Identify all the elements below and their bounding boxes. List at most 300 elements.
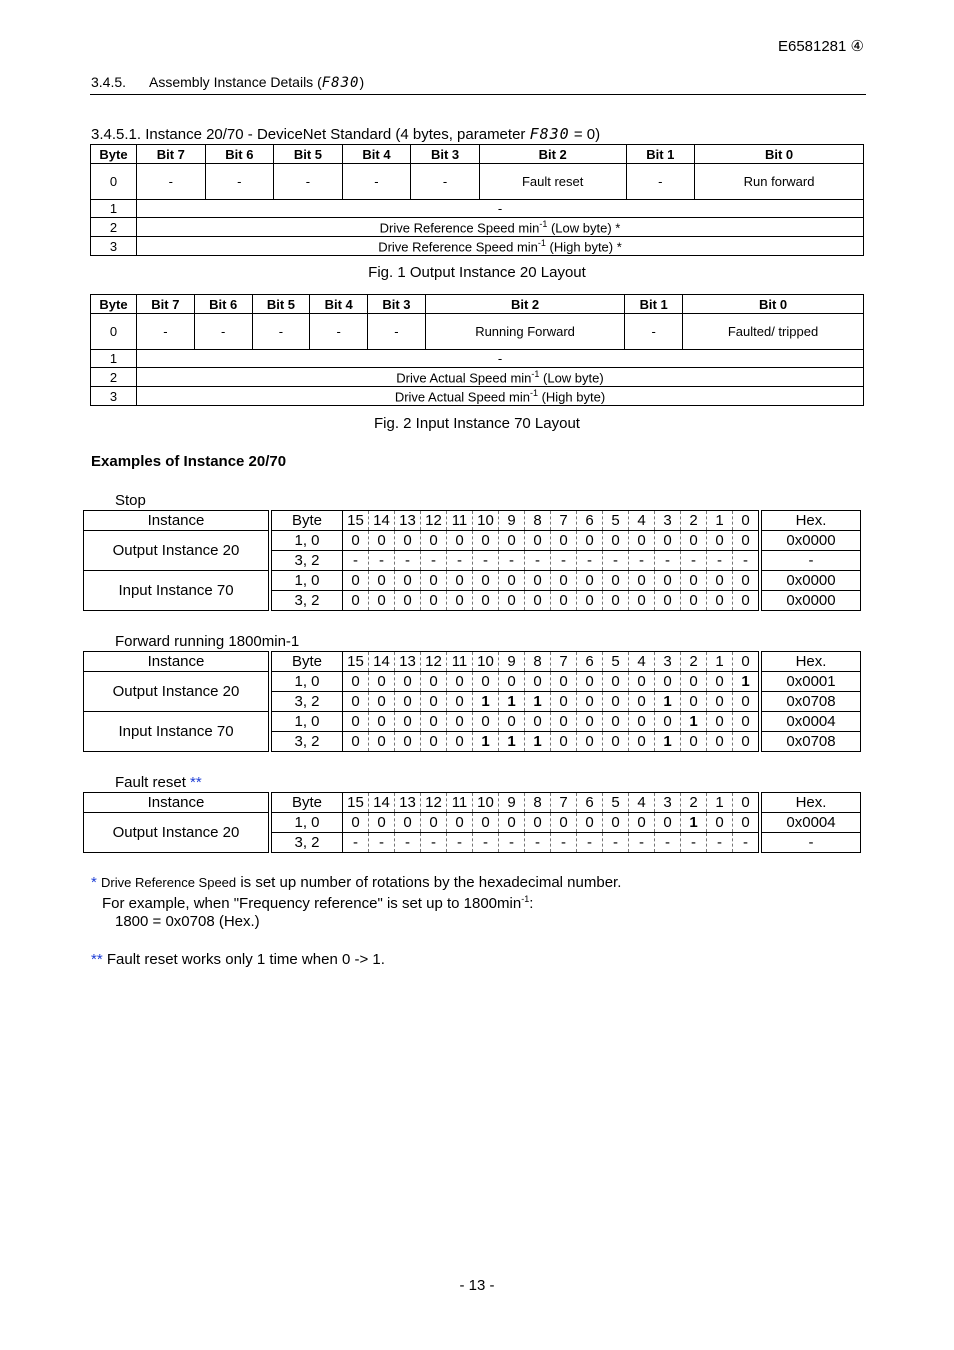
col-header: Bit 6 — [205, 145, 274, 164]
col-header-instance: Instance — [84, 793, 271, 813]
bit-cell: - — [369, 833, 395, 853]
bit-cell: 0 — [343, 813, 369, 833]
col-header: Bit 1 — [625, 295, 683, 314]
col-header-bit: 8 — [525, 652, 551, 672]
bit-cell: 0 — [343, 692, 369, 712]
bit-cell: - — [343, 833, 369, 853]
bit-cell: 0 — [369, 591, 395, 611]
bit-cell: 0 — [603, 571, 629, 591]
bit-cell: 0 — [655, 571, 681, 591]
col-header: Byte — [91, 145, 137, 164]
bit-cell: 0 — [681, 692, 707, 712]
col-header: Bit 3 — [411, 145, 480, 164]
bit-cell: 0 — [369, 712, 395, 732]
bit-cell: 0 — [577, 732, 603, 752]
subsection-param: F830 — [529, 125, 570, 143]
table-row — [91, 314, 864, 350]
bit-cell: 0 — [447, 712, 473, 732]
bit-cell: 0 — [525, 813, 551, 833]
hex-cell: 0x0000 — [760, 591, 861, 611]
col-header: Bit 1 — [626, 145, 695, 164]
bit-cell: 1 — [681, 813, 707, 833]
byte-cell: 1, 0 — [270, 531, 343, 551]
bit-cell: 0 — [707, 571, 733, 591]
table-row — [84, 531, 861, 551]
col-header-bit: 6 — [577, 652, 603, 672]
examples-title: Examples of Instance 20/70 — [91, 453, 287, 470]
bit-cell: 0 — [447, 732, 473, 752]
bit-cell: 1 — [499, 732, 525, 752]
col-header-bit: 1 — [707, 652, 733, 672]
bit-cell: 0 — [707, 672, 733, 692]
bit-cell: 0 — [603, 712, 629, 732]
bit-cell: 0 — [707, 531, 733, 551]
instance-cell: Output Instance 20 — [84, 813, 271, 853]
cell-text: Drive Reference Speed min — [379, 220, 540, 236]
col-header-bit: 11 — [447, 652, 473, 672]
col-header-bit: 10 — [473, 652, 499, 672]
bit-cell: 0 — [681, 672, 707, 692]
bit-cell: 0 — [733, 712, 761, 732]
col-header: Bit 7 — [137, 145, 206, 164]
col-header-bit: 2 — [681, 652, 707, 672]
bit-cell: 0 — [421, 813, 447, 833]
doc-id-symbol: ④ — [850, 38, 864, 55]
col-header-byte: Byte — [270, 793, 343, 813]
bit-cell: 0 — [629, 712, 655, 732]
bit-cell: - — [369, 551, 395, 571]
bit-cell: 0 — [577, 813, 603, 833]
col-header-bit: 5 — [603, 793, 629, 813]
cell-text: (Low byte) — [539, 370, 604, 386]
bit-cell: 0 — [395, 591, 421, 611]
hex-cell: 0x0000 — [760, 531, 861, 551]
bit-cell: 0 — [343, 672, 369, 692]
hex-cell: 0x0708 — [760, 732, 861, 752]
bit-cell: 1 — [525, 732, 551, 752]
bit-cell: 0 — [369, 571, 395, 591]
col-header-bit: 2 — [681, 511, 707, 531]
bit-cell: - — [525, 833, 551, 853]
col-header-bit: 8 — [525, 793, 551, 813]
col-header: Bit 3 — [368, 295, 426, 314]
bit-cell: 0 — [551, 672, 577, 692]
bit-cell: 0 — [395, 813, 421, 833]
bit-cell: - — [577, 833, 603, 853]
section-param: F830 — [321, 75, 360, 91]
superscript: -1 — [531, 368, 540, 379]
fig2-caption: Fig. 2 Input Instance 70 Layout — [374, 415, 580, 432]
col-header-hex: Hex. — [760, 793, 861, 813]
bit-cell: 0 — [655, 672, 681, 692]
bit-cell: 0 — [473, 712, 499, 732]
col-header-bit: 10 — [473, 511, 499, 531]
col-header-bit: 15 — [343, 793, 369, 813]
bit-cell: 1 — [681, 712, 707, 732]
bit-cell: 0 — [733, 531, 761, 551]
cell: 0 — [91, 164, 137, 200]
table-row — [91, 237, 864, 256]
col-header-bit: 4 — [629, 793, 655, 813]
table-row — [91, 200, 864, 218]
instance-cell: Output Instance 20 — [84, 531, 271, 571]
bit-cell: 0 — [499, 672, 525, 692]
bit-cell: 0 — [525, 591, 551, 611]
note-marker: ** — [91, 951, 103, 968]
bit-cell: 0 — [551, 591, 577, 611]
col-header-bit: 12 — [421, 793, 447, 813]
col-header-bit: 0 — [733, 652, 761, 672]
bit-cell: 0 — [525, 531, 551, 551]
bit-cell: 0 — [395, 712, 421, 732]
bit-cell: 0 — [577, 672, 603, 692]
bit-cell: 0 — [603, 813, 629, 833]
bit-cell: - — [733, 551, 761, 571]
note-text: : — [529, 895, 534, 912]
bit-cell: 0 — [395, 672, 421, 692]
bit-cell: 0 — [421, 732, 447, 752]
bit-cell: 0 — [707, 692, 733, 712]
col-header-bit: 9 — [499, 652, 525, 672]
bit-cell: 0 — [395, 571, 421, 591]
doc-id-text: E6581281 — [777, 38, 847, 55]
note-text: For example, when "Frequency reference" is set up to 1800min — [102, 895, 522, 912]
cell — [137, 237, 864, 256]
bit-cell: 0 — [421, 591, 447, 611]
table-row — [84, 672, 861, 692]
header-rule — [90, 94, 866, 95]
bit-cell: 0 — [499, 571, 525, 591]
bit-cell: 0 — [551, 732, 577, 752]
bit-cell: 1 — [499, 692, 525, 712]
cell: 0 — [91, 314, 137, 350]
col-header: Bit 5 — [274, 145, 343, 164]
bit-cell: - — [551, 833, 577, 853]
bit-cell: 0 — [369, 813, 395, 833]
cell: - — [137, 200, 864, 218]
bit-cell: 0 — [499, 531, 525, 551]
col-header: Bit 2 — [479, 145, 626, 164]
bit-cell: 0 — [681, 531, 707, 551]
bit-cell: 1 — [655, 692, 681, 712]
col-header-bit: 6 — [577, 793, 603, 813]
bit-cell: 0 — [473, 672, 499, 692]
col-header-byte: Byte — [270, 652, 343, 672]
bit-cell: - — [629, 833, 655, 853]
table-row — [91, 350, 864, 368]
bit-cell: 0 — [707, 813, 733, 833]
hex-cell: - — [760, 551, 861, 571]
col-header-bit: 5 — [603, 511, 629, 531]
bit-cell: 0 — [447, 591, 473, 611]
col-header-bit: 10 — [473, 793, 499, 813]
bit-cell: 1 — [473, 692, 499, 712]
bit-cell: - — [707, 833, 733, 853]
bit-cell: 1 — [655, 732, 681, 752]
bit-cell: 1 — [733, 672, 761, 692]
byte-cell: 3, 2 — [270, 833, 343, 853]
bit-cell: 0 — [655, 712, 681, 732]
section-title: Assembly Instance Details ( — [149, 74, 322, 90]
note-1 — [91, 874, 621, 891]
bit-cell: - — [655, 833, 681, 853]
bit-cell: - — [681, 833, 707, 853]
bit-cell: 0 — [733, 591, 761, 611]
cell: Fault reset — [479, 164, 626, 200]
bit-cell: 0 — [733, 813, 761, 833]
bit-cell: - — [395, 551, 421, 571]
bit-cell: - — [447, 551, 473, 571]
cell-text: Drive Reference Speed min — [378, 239, 538, 255]
col-header-bit: 7 — [551, 652, 577, 672]
bit-cell: 0 — [603, 591, 629, 611]
bit-cell: 0 — [421, 531, 447, 551]
bit-cell: 0 — [395, 531, 421, 551]
byte-cell: 3, 2 — [270, 591, 343, 611]
col-header-bit: 15 — [343, 652, 369, 672]
col-header: Bit 0 — [695, 145, 864, 164]
col-header-bit: 4 — [629, 511, 655, 531]
byte-cell: 1, 0 — [270, 712, 343, 732]
col-header-bit: 0 — [733, 511, 761, 531]
col-header-bit: 7 — [551, 793, 577, 813]
col-header-instance: Instance — [84, 652, 271, 672]
bit-cell: 0 — [551, 813, 577, 833]
col-header-bit: 13 — [395, 793, 421, 813]
bit-cell: - — [551, 551, 577, 571]
example-table-stop — [83, 510, 861, 611]
col-header-bit: 3 — [655, 511, 681, 531]
cell: 2 — [91, 218, 137, 237]
col-header-bit: 12 — [421, 511, 447, 531]
cell-text: Drive Actual Speed min — [396, 370, 532, 386]
bit-cell: 0 — [603, 732, 629, 752]
note-2 — [91, 951, 385, 968]
bit-cell: 0 — [473, 531, 499, 551]
instance-cell: Input Instance 70 — [84, 571, 271, 611]
bit-cell: - — [499, 551, 525, 571]
instance-cell: Input Instance 70 — [84, 712, 271, 752]
bit-cell: 0 — [655, 591, 681, 611]
col-header-bit: 7 — [551, 511, 577, 531]
bit-cell: 0 — [343, 571, 369, 591]
bit-cell: 0 — [473, 813, 499, 833]
col-header-bit: 11 — [447, 511, 473, 531]
byte-cell: 3, 2 — [270, 551, 343, 571]
hex-cell: 0x0004 — [760, 712, 861, 732]
bit-cell: 0 — [473, 591, 499, 611]
note-marker: * — [91, 874, 97, 891]
col-header-byte: Byte — [270, 511, 343, 531]
bit-cell: 0 — [629, 732, 655, 752]
hex-cell: 0x0004 — [760, 813, 861, 833]
bit-cell: - — [499, 833, 525, 853]
bit-cell: 0 — [707, 712, 733, 732]
cell: - — [310, 314, 368, 350]
cell: - — [625, 314, 683, 350]
bit-cell: 0 — [629, 692, 655, 712]
col-header-bit: 14 — [369, 511, 395, 531]
col-header-bit: 2 — [681, 793, 707, 813]
table-row — [91, 368, 864, 387]
cell: - — [342, 164, 411, 200]
col-header-bit: 6 — [577, 511, 603, 531]
bit-cell: 0 — [707, 591, 733, 611]
cell: 3 — [91, 387, 137, 406]
fault-label — [115, 774, 202, 791]
col-header-bit: 11 — [447, 793, 473, 813]
cell: 1 — [91, 200, 137, 218]
bit-cell: - — [343, 551, 369, 571]
example-table-fault — [83, 792, 861, 853]
bit-cell: - — [603, 833, 629, 853]
bit-cell: - — [395, 833, 421, 853]
col-header-hex: Hex. — [760, 652, 861, 672]
bit-cell: 0 — [629, 531, 655, 551]
table-row — [91, 164, 864, 200]
bit-cell: 0 — [551, 571, 577, 591]
bit-cell: 0 — [395, 692, 421, 712]
bit-cell: - — [447, 833, 473, 853]
bit-cell: 0 — [551, 692, 577, 712]
col-header: Bit 6 — [194, 295, 252, 314]
header-row — [84, 652, 861, 672]
bit-cell: 0 — [629, 672, 655, 692]
subsection-heading — [91, 125, 600, 143]
section-number: 3.4.5. — [91, 74, 127, 90]
byte-cell: 3, 2 — [270, 732, 343, 752]
bit-cell: 0 — [499, 712, 525, 732]
bit-cell: 0 — [629, 591, 655, 611]
header-row — [91, 295, 864, 314]
col-header-bit: 3 — [655, 793, 681, 813]
bit-cell: 0 — [681, 732, 707, 752]
note-1-line3: 1800 = 0x0708 (Hex.) — [115, 913, 260, 930]
col-header-bit: 8 — [525, 511, 551, 531]
bit-cell: 0 — [603, 672, 629, 692]
bit-cell: 0 — [525, 571, 551, 591]
cell-text: (Low byte) * — [547, 220, 621, 236]
bit-cell: - — [629, 551, 655, 571]
fig1-caption: Fig. 1 Output Instance 20 Layout — [368, 264, 586, 281]
col-header: Bit 5 — [252, 295, 310, 314]
col-header-bit: 4 — [629, 652, 655, 672]
col-header: Bit 2 — [425, 295, 624, 314]
bit-cell: 0 — [577, 531, 603, 551]
bit-cell: 0 — [551, 712, 577, 732]
col-header: Bit 7 — [137, 295, 195, 314]
bit-cell: 0 — [577, 591, 603, 611]
cell: 1 — [91, 350, 137, 368]
byte-cell: 1, 0 — [270, 571, 343, 591]
col-header-bit: 14 — [369, 793, 395, 813]
bit-cell: 0 — [577, 692, 603, 712]
bit-cell: 0 — [447, 813, 473, 833]
bit-cell: 1 — [525, 692, 551, 712]
superscript: -1 — [529, 387, 538, 398]
bit-cell: 0 — [577, 712, 603, 732]
bit-cell: 0 — [499, 591, 525, 611]
bit-cell: 0 — [421, 712, 447, 732]
header-row — [84, 793, 861, 813]
bit-cell: 0 — [655, 813, 681, 833]
forward-label: Forward running 1800min-1 — [115, 633, 300, 650]
section-heading — [91, 74, 364, 91]
cell: - — [137, 350, 864, 368]
note-text: is set up number of rotations by the hexadecimal number. — [236, 874, 622, 891]
cell-text: (High byte) — [537, 389, 606, 405]
col-header-bit: 1 — [707, 793, 733, 813]
bit-cell: - — [525, 551, 551, 571]
bit-cell: 0 — [629, 813, 655, 833]
cell: - — [626, 164, 695, 200]
section-close: ) — [359, 74, 365, 90]
cell: - — [411, 164, 480, 200]
cell: - — [252, 314, 310, 350]
bit-cell: 0 — [629, 571, 655, 591]
bit-cell: 0 — [473, 571, 499, 591]
bit-cell: 0 — [447, 531, 473, 551]
bit-cell: 0 — [447, 692, 473, 712]
bit-cell: 0 — [577, 571, 603, 591]
bit-cell: 0 — [525, 712, 551, 732]
fault-label-text: Fault reset — [115, 774, 186, 791]
table-row — [91, 218, 864, 237]
bit-cell: 0 — [343, 712, 369, 732]
bit-cell: 0 — [447, 571, 473, 591]
cell: - — [368, 314, 426, 350]
bit-cell: 0 — [369, 672, 395, 692]
col-header: Byte — [91, 295, 137, 314]
subsection-suffix: = 0) — [569, 126, 601, 143]
col-header-bit: 5 — [603, 652, 629, 672]
col-header-bit: 9 — [499, 511, 525, 531]
bit-cell: 0 — [603, 531, 629, 551]
doc-id — [778, 37, 864, 55]
cell: 3 — [91, 237, 137, 256]
col-header-instance: Instance — [84, 511, 271, 531]
cell: Faulted/ tripped — [683, 314, 864, 350]
bit-cell: 0 — [369, 692, 395, 712]
bit-cell: 0 — [603, 692, 629, 712]
bit-cell: - — [421, 551, 447, 571]
superscript: -1 — [537, 237, 546, 248]
table-row — [91, 387, 864, 406]
col-header-bit: 15 — [343, 511, 369, 531]
byte-cell: 3, 2 — [270, 692, 343, 712]
col-header: Bit 4 — [310, 295, 368, 314]
bit-cell: 0 — [343, 531, 369, 551]
cell: - — [137, 164, 206, 200]
cell: - — [137, 314, 195, 350]
bit-cell: - — [473, 551, 499, 571]
col-header-bit: 12 — [421, 652, 447, 672]
bit-cell: 0 — [421, 571, 447, 591]
hex-cell: - — [760, 833, 861, 853]
bit-cell: 0 — [681, 591, 707, 611]
note-text: Fault reset works only 1 time when 0 -> 1. — [102, 951, 385, 968]
bit-cell: 0 — [343, 732, 369, 752]
col-header-bit: 3 — [655, 652, 681, 672]
hex-cell: 0x0708 — [760, 692, 861, 712]
col-header-bit: 1 — [707, 511, 733, 531]
cell: - — [205, 164, 274, 200]
bit-cell: 0 — [343, 591, 369, 611]
superscript: -1 — [521, 894, 530, 904]
bit-cell: 0 — [369, 531, 395, 551]
header-row — [91, 145, 864, 164]
hex-cell: 0x0000 — [760, 571, 861, 591]
